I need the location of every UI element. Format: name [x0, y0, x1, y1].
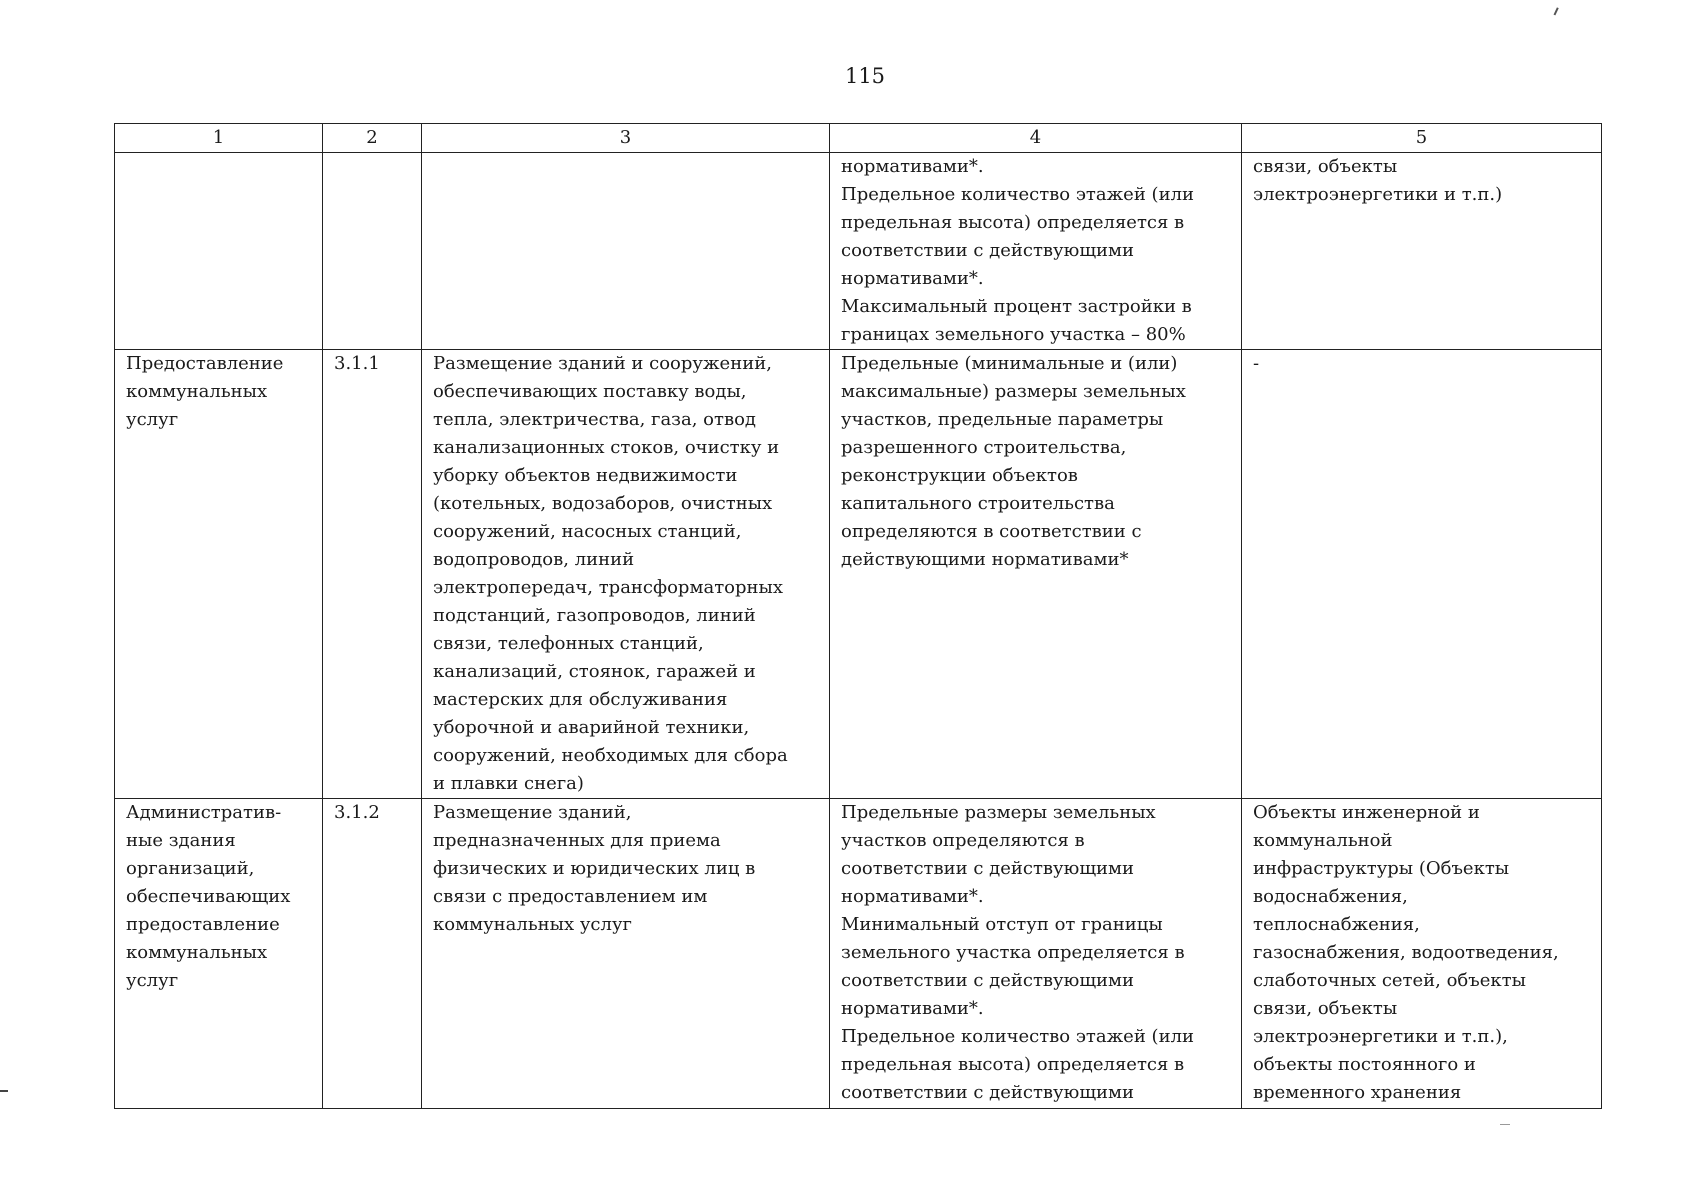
- header-col-4: 4: [830, 124, 1242, 153]
- cell-line: мастерских для обслуживания: [433, 689, 728, 710]
- cell-line: электроэнергетики и т.п.),: [1253, 1026, 1508, 1047]
- cell-line: Предельные (минимальные и (или): [841, 353, 1178, 374]
- cell-line: Предельное количество этажей (или: [841, 1026, 1195, 1047]
- cell-line: связи, телефонных станций,: [433, 633, 704, 654]
- use-type-cell: [115, 350, 323, 799]
- header-col-5: 5: [1242, 124, 1602, 153]
- cell-line: связи с предоставлением им: [433, 886, 708, 907]
- cell-line: услуг: [126, 409, 179, 430]
- cell-line: канализационных стоков, очистку и: [433, 437, 780, 458]
- cell-line: участков, предельные параметры: [841, 409, 1164, 430]
- cell-line: разрешенного строительства,: [841, 437, 1127, 458]
- cell-line: сооружений, насосных станций,: [433, 521, 742, 542]
- auxiliary-uses-cell: [1242, 350, 1602, 799]
- cell-line: коммунальных: [126, 381, 268, 402]
- cell-line: слаботочных сетей, объекты: [1253, 970, 1526, 991]
- cell-line: Максимальный процент застройки в: [841, 296, 1192, 317]
- use-type-cell: [115, 153, 323, 350]
- header-col-2: 2: [323, 124, 422, 153]
- cell-line: предельная высота) определяется в: [841, 1054, 1185, 1075]
- cell-line: нормативами*.: [841, 268, 984, 289]
- cell-line: тепла, электричества, газа, отвод: [433, 409, 757, 430]
- cell-line: связи, объекты: [1253, 998, 1398, 1019]
- cell-line: водопроводов, линий: [433, 549, 635, 570]
- regulations-table: [114, 123, 1602, 1109]
- cell-line: действующими нормативами*: [841, 549, 1129, 570]
- cell-line: водоснабжения,: [1253, 886, 1408, 907]
- cell-line: соответствии с действующими: [841, 1082, 1135, 1103]
- cell-line: временного хранения: [1253, 1082, 1462, 1103]
- cell-line: участков определяются в: [841, 830, 1085, 851]
- cell-line: канализаций, стоянок, гаражей и: [433, 661, 756, 682]
- cell-line: услуг: [126, 970, 179, 991]
- cell-line: теплоснабжения,: [1253, 914, 1420, 935]
- header-col-1: 1: [115, 124, 323, 153]
- cell-line: инфраструктуры (Объекты: [1253, 858, 1510, 879]
- cell-line: и плавки снега): [433, 773, 584, 794]
- cell-line: уборочной и аварийной техники,: [433, 717, 750, 738]
- cell-line: газоснабжения, водоотведения,: [1253, 942, 1559, 963]
- cell-line: максимальные) размеры земельных: [841, 381, 1186, 402]
- cell-line: -: [1253, 353, 1260, 374]
- code-cell: [323, 799, 422, 1109]
- cell-line: Предельные размеры земельных: [841, 802, 1156, 823]
- cell-line: определяются в соответствии с: [841, 521, 1142, 542]
- cell-line: нормативами*.: [841, 156, 984, 177]
- page-number: 115: [844, 64, 886, 88]
- parameters-cell: [830, 799, 1242, 1109]
- cell-line: коммунальных услуг: [433, 914, 632, 935]
- cell-line: нормативами*.: [841, 886, 984, 907]
- header-row: [115, 124, 1602, 153]
- cell-line: физических и юридических лиц в: [433, 858, 756, 879]
- cell-line: предназначенных для приема: [433, 830, 721, 851]
- cell-line: капитального строительства: [841, 493, 1115, 514]
- cell-line: границах земельного участка – 80%: [841, 324, 1186, 345]
- scan-mark-top-right: [1554, 7, 1562, 16]
- cell-line: Объекты инженерной и: [1253, 802, 1480, 823]
- auxiliary-uses-cell: [1242, 799, 1602, 1109]
- description-cell: [422, 799, 830, 1109]
- cell-line: нормативами*.: [841, 998, 984, 1019]
- description-cell: [422, 350, 830, 799]
- code-cell: [323, 350, 422, 799]
- parameters-cell: [830, 153, 1242, 350]
- cell-line: земельного участка определяется в: [841, 942, 1185, 963]
- table-row: [115, 799, 1602, 1109]
- parameters-cell: [830, 350, 1242, 799]
- cell-line: соответствии с действующими: [841, 858, 1135, 879]
- table-header: [115, 124, 1602, 153]
- use-type-cell: [115, 799, 323, 1109]
- auxiliary-uses-cell: [1242, 153, 1602, 350]
- cell-line: предоставление: [126, 914, 280, 935]
- cell-line: уборку объектов недвижимости: [433, 465, 738, 486]
- cell-line: объекты постоянного и: [1253, 1054, 1476, 1075]
- cell-line: соответствии с действующими: [841, 240, 1135, 261]
- scan-mark-bottom: [1500, 1124, 1510, 1125]
- cell-line: подстанций, газопроводов, линий: [433, 605, 756, 626]
- cell-line: 3.1.2: [334, 802, 380, 823]
- cell-line: предельная высота) определяется в: [841, 212, 1185, 233]
- cell-line: организаций,: [126, 858, 255, 879]
- cell-line: обеспечивающих: [126, 886, 291, 907]
- cell-line: ные здания: [126, 830, 236, 851]
- cell-line: Размещение зданий,: [433, 802, 632, 823]
- cell-line: обеспечивающих поставку воды,: [433, 381, 747, 402]
- cell-line: (котельных, водозаборов, очистных: [433, 493, 773, 514]
- cell-line: соответствии с действующими: [841, 970, 1135, 991]
- cell-line: Административ-: [126, 802, 282, 823]
- scan-mark-left: [0, 1090, 8, 1092]
- cell-line: связи, объекты: [1253, 156, 1398, 177]
- cell-line: Предоставление: [126, 353, 284, 374]
- cell-line: коммунальной: [1253, 830, 1393, 851]
- cell-line: электропередач, трансформаторных: [433, 577, 783, 598]
- cell-line: сооружений, необходимых для сбора: [433, 745, 788, 766]
- description-cell: [422, 153, 830, 350]
- cell-line: электроэнергетики и т.п.): [1253, 184, 1503, 205]
- cell-line: реконструкции объектов: [841, 465, 1078, 486]
- cell-line: Минимальный отступ от границы: [841, 914, 1163, 935]
- table-row: [115, 153, 1602, 350]
- cell-line: 3.1.1: [334, 353, 380, 374]
- header-col-3: 3: [422, 124, 830, 153]
- table-row: [115, 350, 1602, 799]
- cell-line: коммунальных: [126, 942, 268, 963]
- cell-line: Размещение зданий и сооружений,: [433, 353, 772, 374]
- cell-line: Предельное количество этажей (или: [841, 184, 1195, 205]
- code-cell: [323, 153, 422, 350]
